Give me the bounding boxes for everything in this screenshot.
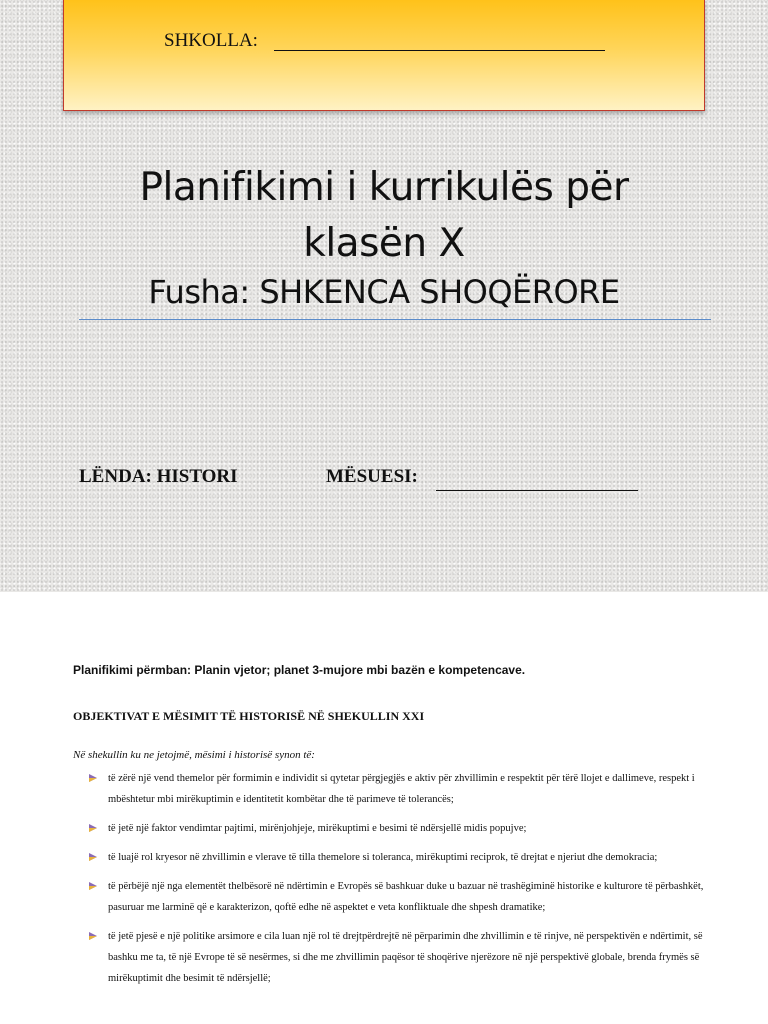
field-subtitle: Fusha: SHKENCA SHOQËRORE (148, 273, 620, 311)
arrow-bullet-icon (88, 931, 98, 941)
list-item-text: të përbëjë një nga elementët thelbësorë në ndërtimin e Evropës së bashkuar duke u bazuar në trashëgiminë historike e kulturore të përbashkët, pasuruar me larminë që e karakterizon, qoftë edhe në aspektet e veta konfliktuale dhe shpesh dramatike; (108, 881, 704, 913)
page-title-line-1: Planifikimi i kurrikulës për (139, 165, 629, 210)
section-lead: Në shekullin ku ne jetojmë, mësimi i historisë synon të: (73, 749, 315, 761)
teacher-label: MËSUESI: (326, 466, 418, 487)
teacher-blank-line (436, 490, 638, 491)
school-label: SHKOLLA: (164, 30, 258, 51)
list-item (88, 818, 713, 839)
arrow-bullet-icon (88, 881, 98, 891)
school-banner (63, 0, 705, 111)
list-item-text: të zërë një vend themelor për formimin e individit si qytetar përgjegjës e aktiv për zhvillimin e respektit për tërë llojet e dallimeve, respekt i mbështetur mbi mirëkuptimin e identitetit kombëtar dhe të parimeve të tolerancës; (108, 773, 695, 805)
list-item-text: të luajë rol kryesor në zhvillimin e vlerave të tilla themelore si toleranca, mirëkuptimi reciprok, të drejtat e njeriut dhe demokracia; (108, 852, 658, 863)
list-item (88, 768, 713, 810)
list-item (88, 926, 713, 989)
list-item (88, 847, 713, 868)
list-item-text: të jetë një faktor vendimtar pajtimi, mirënjohjeje, mirëkuptimi e besimi të ndërsjellë midis popujve; (108, 823, 527, 834)
plan-intro: Planifikimi përmban: Planin vjetor; planet 3-mujore mbi bazën e kompetencave. (73, 663, 526, 677)
page-title-line-2: klasën X (303, 221, 465, 266)
title-divider (79, 319, 711, 320)
arrow-bullet-icon (88, 852, 98, 862)
arrow-bullet-icon (88, 823, 98, 833)
objectives-list (88, 768, 713, 997)
school-blank-line (274, 50, 605, 51)
list-item (88, 876, 713, 918)
section-heading: OBJEKTIVAT E MËSIMIT TË HISTORISË NË SHEKULLIN XXI (73, 709, 425, 723)
subject-label: LËNDA: HISTORI (79, 466, 238, 487)
list-item-text: të jetë pjesë e një politike arsimore e cila luan një rol të drejtpërdrejtë në përparimin dhe zhvillimin e të rinjve, në perspektivën e ndërtimit, së bashku me ta, të një Evrope të së nesërmes, si dhe me zhvillimin paqësor të shoqërive njerëzore në një perspektivë globale, brenda frymës së mirëkuptimit dhe besimit të ndërsjellë; (108, 931, 703, 984)
arrow-bullet-icon (88, 773, 98, 783)
